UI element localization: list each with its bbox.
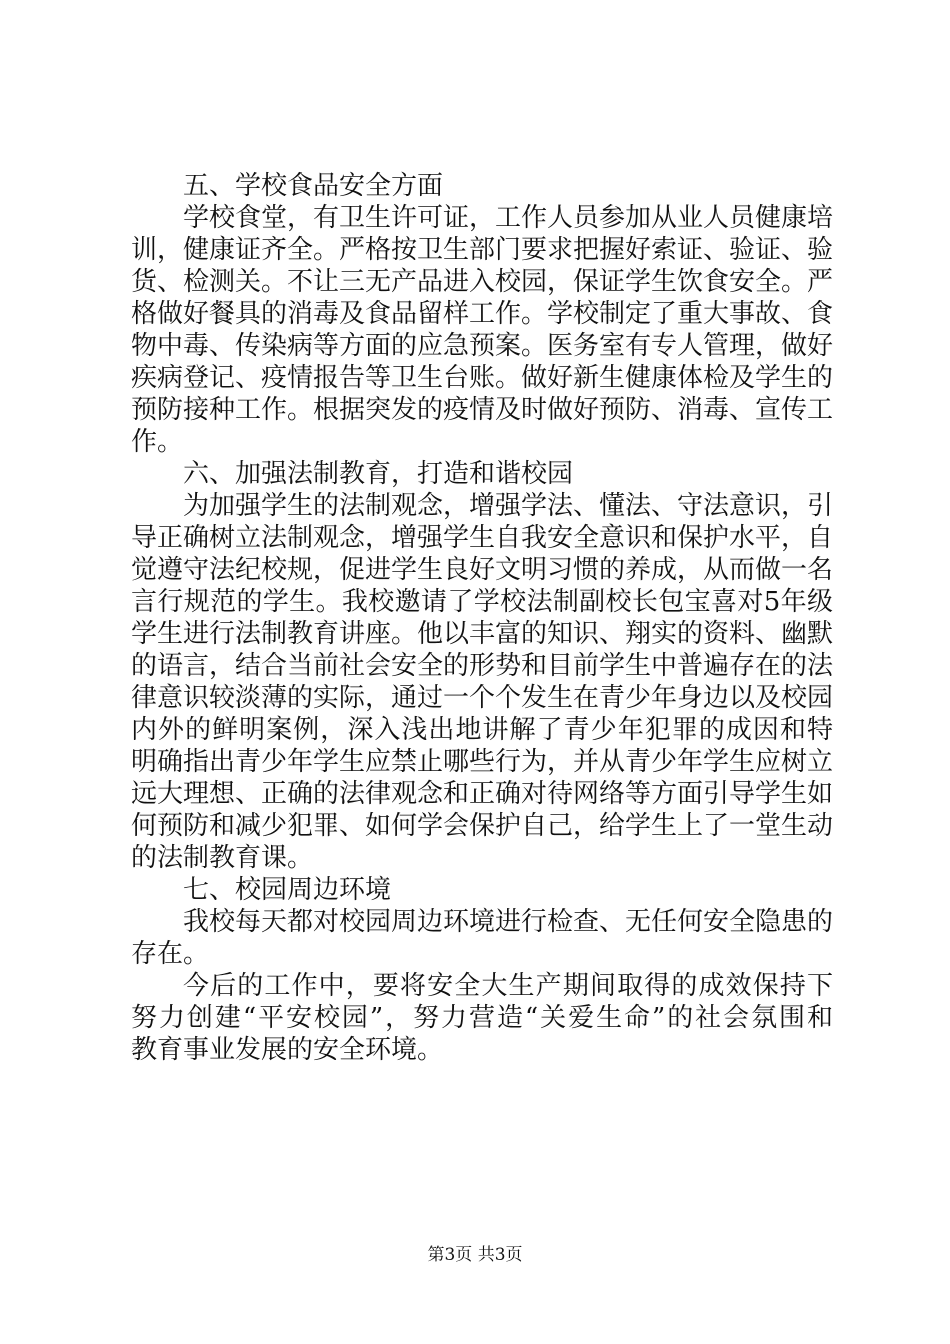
text-line: 学生进行法制教育讲座。他以丰富的知识、翔实的资料、幽默 (131, 619, 833, 649)
text-line: 六、加强法制教育，打造和谐校园 (183, 459, 574, 489)
text-line: 律意识较淡薄的实际，通过一个个发生在青少年身边以及校园 (131, 683, 833, 713)
text-line: 的法制教育课。 (131, 843, 314, 873)
text-line: 的语言，结合当前社会安全的形势和目前学生中普遍存在的法 (131, 651, 833, 681)
text-line: 七、校园周边环境 (183, 875, 392, 905)
text-line: 疾病登记、疫情报告等卫生台账。做好新生健康体检及学生的 (131, 363, 833, 393)
text-line: 言行规范的学生。我校邀请了学校法制副校长包宝喜对5年级 (131, 587, 833, 617)
text-line: 远大理想、正确的法律观念和正确对待网络等方面引导学生如 (131, 779, 833, 809)
text-line: 存在。 (131, 939, 210, 969)
text-line: 五、学校食品安全方面 (183, 171, 444, 201)
text-line: 内外的鲜明案例，深入浅出地讲解了青少年犯罪的成因和特 (131, 715, 833, 745)
text-line: 明确指出青少年学生应禁止哪些行为，并从青少年学生应树立 (131, 747, 833, 777)
text-line: 导正确树立法制观念，增强学生自我安全意识和保护水平，自 (131, 523, 833, 553)
page-footer (0, 1245, 950, 1265)
text-line: 教育事业发展的安全环境。 (131, 1035, 444, 1065)
text-line: 为加强学生的法制观念，增强学法、懂法、守法意识，引 (183, 491, 833, 521)
page-number: 第3页 共3页 (427, 1245, 523, 1265)
text-line: 努力创建“平安校园”，努力营造“关爱生命”的社会氛围和 (131, 1003, 833, 1033)
text-line: 作。 (131, 427, 184, 457)
document-body (131, 170, 833, 1066)
text-line: 物中毒、传染病等方面的应急预案。医务室有专人管理，做好 (131, 331, 833, 361)
text-line: 觉遵守法纪校规，促进学生良好文明习惯的养成，从而做一名 (131, 555, 833, 585)
text-line: 何预防和减少犯罪、如何学会保护自己，给学生上了一堂生动 (131, 811, 833, 841)
text-line: 格做好餐具的消毒及食品留样工作。学校制定了重大事故、食 (131, 299, 833, 329)
text-line: 训，健康证齐全。严格按卫生部门要求把握好索证、验证、验 (131, 235, 833, 265)
text-line: 预防接种工作。根据突发的疫情及时做好预防、消毒、宣传工 (131, 395, 833, 425)
text-line: 学校食堂，有卫生许可证，工作人员参加从业人员健康培 (183, 203, 833, 233)
text-line: 货、检测关。不让三无产品进入校园，保证学生饮食安全。严 (131, 267, 833, 297)
text-line: 我校每天都对校园周边环境进行检查、无任何安全隐患的 (183, 907, 833, 937)
text-line: 今后的工作中，要将安全大生产期间取得的成效保持下 (183, 971, 833, 1001)
